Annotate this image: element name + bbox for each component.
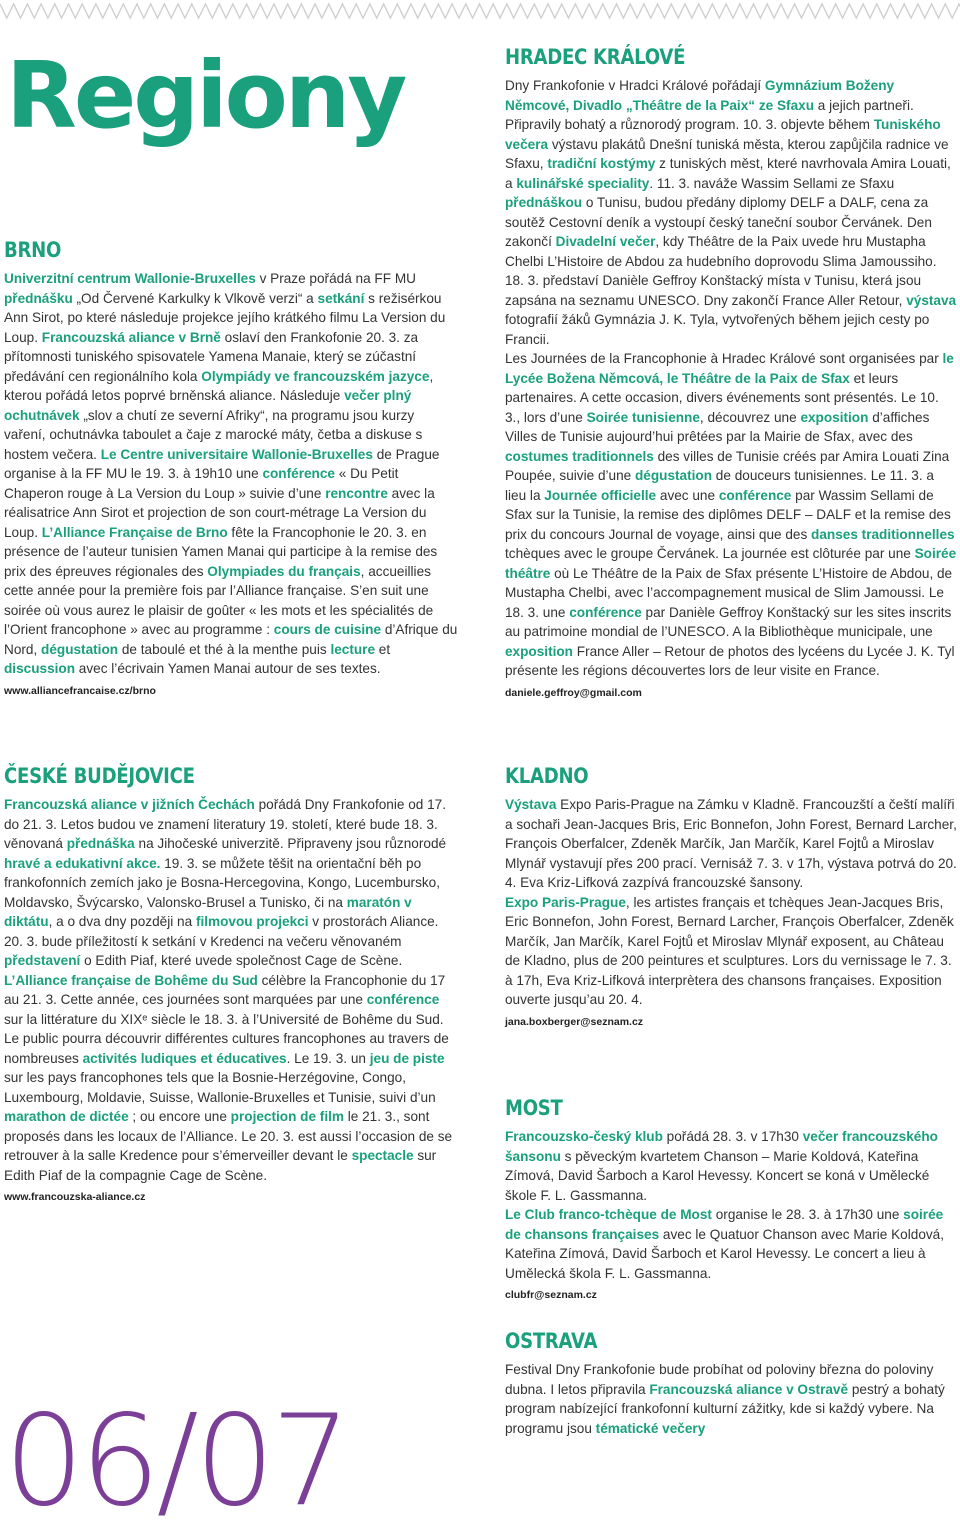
issue-number: 06/07 <box>4 1387 348 1534</box>
highlight-text: Gymnázium Boženy Němcové, Divadlo „Théâtre de la Paix“ ze Sfaxu <box>505 78 895 113</box>
body-text: s pěveckým kvartetem Chanson – Marie Koldová, Kateřina Zímová, David Šarboch a Karol Hevessy. Koncert se koná v Umělecké škole F. L. Gassmanna. <box>505 1148 930 1203</box>
body-text: . Le 19. 3. un <box>286 1050 370 1066</box>
highlight-text: Francouzská aliance v jižních Čechách <box>4 797 255 812</box>
body-text: výstavu plakátů Dnešní tuniská města, kterou zapůjčila radnice ve Sfaxu, <box>505 136 949 171</box>
body-text: s režisérkou Ann Sirot, po které následuje projekce jejího krátkého filmu La Version du Loup. <box>4 290 446 345</box>
highlight-text: Výstava <box>505 797 557 812</box>
section-heading-ostrava: OSTRAVA <box>505 1329 598 1353</box>
section-ceske-budejovice <box>4 762 458 1204</box>
body-text: Dny Frankofonie v Hradci Králové pořádají <box>505 78 765 93</box>
body-text: Festival Dny Frankofonie bude probíhat od poloviny března do poloviny dubna. I letos připravila <box>505 1362 934 1397</box>
highlight-text: Le Club franco-tchèque de Most <box>505 1207 712 1222</box>
highlight-text: přednáškou <box>505 195 583 210</box>
highlight-text: Expo Paris-Prague <box>505 894 626 910</box>
body-text: d’Afrique du Nord, <box>4 622 458 657</box>
highlight-text: Soirée théâtre <box>505 546 957 581</box>
highlight-text: conférence <box>569 604 642 620</box>
body-text: o Edith Piaf, které uvede společnost Cage de Scène. <box>80 953 403 968</box>
highlight-text: kulinářské speciality <box>516 175 650 191</box>
highlight-text: lecture <box>330 641 376 657</box>
highlight-text: projection de film <box>230 1109 344 1124</box>
highlight-text: soirée de chansons françaises <box>505 1207 944 1242</box>
zigzag-border <box>0 0 960 22</box>
body-text: avec une <box>656 487 719 503</box>
body-text: célèbre la Francophonie du 17 au 21. 3. Cette année, ces journées sont marquées par une <box>4 972 446 1007</box>
highlight-text: exposition <box>505 643 573 659</box>
body-text: , accueillies cette année pour la première fois par l’Alliance française. S’en suit une soirée où vous aurez le plaisir de goûter « les mots et les spécialités de l’Orient francophone » avec au programme : <box>4 563 434 637</box>
page-title: Regiony <box>6 42 405 149</box>
body-text: de taboulé et thé à la menthe puis <box>118 641 331 657</box>
section-body-most <box>505 1127 957 1283</box>
body-text: oslaví den Frankofonie 20. 3. za přítomnosti tuniského spisovatele Yamena Manaie, který se zúčastní předávání cen regionálního kola <box>4 329 419 384</box>
highlight-text: tématické večery <box>595 1420 706 1436</box>
highlight-text: le Lycée Božena Němcová, le Théâtre de la Paix de Sfax <box>505 351 954 386</box>
highlight-text: večer francouzského šansonu <box>505 1129 938 1164</box>
body-text: . 11. 3. naváže Wassim Sellami ze Sfaxu <box>649 175 895 191</box>
body-text: fête la Francophonie le 20. 3. en présence de l’auteur tunisien Yamen Manai qui participe à la remise des prix des épreuves régionales des <box>4 524 438 579</box>
body-text: le 21. 3., sont proposés dans les locaux de l’Alliance. Le 20. 3. est aussi l’occasion de se retrouver à la salle Kredence pour s’émerveiller devant le <box>4 1109 453 1163</box>
body-text: tchèques avec le groupe Červánek. La journée est clôturée par une <box>505 546 915 561</box>
body-text: de Prague organise à la FF MU le 19. 3. à 19h10 une <box>4 446 440 481</box>
highlight-text: Le Centre universitaire Wallonie-Bruxelles <box>100 446 373 462</box>
highlight-text: setkání <box>317 290 365 306</box>
paragraph <box>505 893 957 1010</box>
body-text: pořádá 28. 3. v 17h30 <box>662 1129 803 1144</box>
body-text: ; ou encore une <box>128 1109 231 1124</box>
section-body-ceske-budejovice <box>4 795 458 1185</box>
body-text: France Aller – Retour de photos des lycéens du Lycée J. K. Tyl présente les régions découvertes lors de leur visite en France. <box>505 643 955 678</box>
paragraph <box>4 269 458 679</box>
highlight-text: discussion <box>4 661 76 676</box>
section-brno <box>4 236 458 698</box>
highlight-text: L’Alliance Française de Brno <box>41 524 228 540</box>
highlight-text: spectacle <box>351 1148 414 1163</box>
highlight-text: Francouzsko-český klub <box>505 1129 663 1144</box>
body-text: na Jihočeské univerzitě. Připraveny jsou různorodé <box>134 836 447 851</box>
section-url-ceske-budejovice[interactable]: www.francouzska-aliance.cz <box>4 1191 146 1203</box>
highlight-text: costumes traditionnels <box>505 448 654 464</box>
highlight-text: L’Alliance française de Bohême du Sud <box>4 972 258 988</box>
body-text: pestrý a bohatý program nabízející frankofonní kulturní zážitky, kde si každý vybere. Na programu jsou <box>505 1381 945 1436</box>
highlight-text: Tuniského večera <box>505 117 941 152</box>
body-text: par Danièle Geffroy Konštacký sur les sites inscrits au patrimoine mondial de l’UNESCO. A la Bibliothèque municipale, une <box>505 604 952 639</box>
paragraph <box>505 1127 957 1205</box>
body-text: 19. 3. se můžete těšit na orientační běh po frankofonních zemích jako je Bosna-Hercegovina, Kongo, Lucembursko, Moldavsko, Švýcarsko, Valonsko-Brusel a Tunisko, či na <box>4 855 440 910</box>
body-text: sur Edith Piaf de la compagnie Cage de Scène. <box>4 1148 437 1183</box>
body-text: par Wassim Sellami de Sfax sur la Tunisie, la remise des diplômes DELF – DALF et la remise des prix du concours Journal de voyage, ainsi que des <box>505 487 951 542</box>
highlight-text: danses traditionnelles <box>811 526 955 542</box>
highlight-text: marathon de dictée <box>4 1109 129 1124</box>
section-url-hradec-kralove[interactable]: daniele.geffroy@gmail.com <box>505 686 642 699</box>
section-url-brno[interactable]: www.alliancefrancaise.cz/brno <box>4 684 156 697</box>
body-text: organise le 28. 3. à 17h30 une <box>711 1207 904 1222</box>
zigzag-line <box>0 4 960 18</box>
paragraph <box>505 76 957 349</box>
body-text: a jejich partneři. Připravily bohatý a různorodý program. 10. 3. objevte během <box>505 97 914 132</box>
highlight-text: večer plný ochutnávek <box>4 388 412 423</box>
body-text: , découvrez une <box>699 409 801 425</box>
highlight-text: filmovou projekci <box>195 914 309 929</box>
body-text: „Od Červené Karkulky k Vlkově verzi“ a <box>72 290 318 306</box>
highlight-text: výstava <box>906 292 957 308</box>
paragraph <box>505 795 957 893</box>
section-heading-brno: BRNO <box>4 238 62 262</box>
highlight-text: dégustation <box>635 468 713 483</box>
body-text: fotografií žáků Gymnázia J. K. Tyla, vytvořených během jejich cesty po Francii. <box>505 312 930 347</box>
section-body-ostrava <box>505 1360 957 1438</box>
section-body-brno <box>4 269 458 679</box>
section-body-hradec-kralove <box>505 76 957 681</box>
body-text: et leurs partenaires. A cette occasion, divers événements sont présentés. Le 10. 3., lors d’une <box>505 370 939 425</box>
section-ostrava <box>505 1327 957 1438</box>
section-body-kladno <box>505 795 957 1010</box>
body-text: „slov a chutí ze severní Afriky“, na programu jsou kurzy vaření, ochutnávka taboulet a čaje z marocké máty, četba a diskuse s hostem večera. <box>4 407 423 462</box>
body-text: avec le Quatuor Chanson avec Marie Koldová, Kateřina Zímová, David Šarboch et Karol Hevessy. Le concert a lieu à Umělecká škola F. L. Gassmanna. <box>505 1226 945 1281</box>
highlight-text: jeu de piste <box>369 1050 445 1066</box>
body-text: sur la littérature du XIXᵉ siècle le 18. 3. à l’Université de Bohême du Sud. Le public pourra découvrir différentes cultures francophones au travers de nombreuses <box>4 1011 449 1066</box>
body-text: avec l’écrivain Yamen Manai autour de ses textes. <box>75 661 381 676</box>
highlight-text: přednášku <box>4 290 73 306</box>
highlight-text: Francouzská aliance v Ostravě <box>649 1381 849 1397</box>
body-text: « Du Petit Chaperon rouge à La Version du Loup » suivie d’une <box>4 466 399 501</box>
section-most <box>505 1094 957 1302</box>
body-text: , kterou pořádá letos poprvé brněnská aliance. Následuje <box>4 368 434 403</box>
highlight-text: Soirée tunisienne <box>586 409 700 425</box>
body-text: , les artistes français et tchèques Jean-Jacques Bris, Eric Bonnefon, John Forest, Bernard Larcher, François Oberfalcer, Zdeněk Marčík, Jan Marčík, Karel Fojtů et Miroslav Mlynář exposent, au Château de Kladno, plus de 200 peintures et sculptures. Lors du vernissage le 7. 3. à 17h, Eva Kriz-Lifková interprètera des chansons françaises. Exposition ouverte jusqu’au 20. 4. <box>505 894 954 1007</box>
body-text: sur les pays francophones tels que la Bosnie-Herzégovine, Congo, Luxembourg, Moldavie, Suisse, Wallonie-Bruxelles et Tunisie, suivi d’un <box>4 1070 436 1105</box>
body-text: o Tunisu, budou předány diplomy DELF a DALF, cena za soutěž Cestovní deník a vystoupí český taneční soubor Červánek. Den zakončí <box>505 195 932 249</box>
highlight-text: conférence <box>366 992 440 1007</box>
section-kladno <box>505 762 957 1029</box>
body-text: d’affiches Villes de Tunisie aujourd’hui prêtées par la Mairie de Sfax, avec des <box>505 409 930 444</box>
highlight-text: tradiční kostýmy <box>547 156 656 171</box>
highlight-text: conférence <box>262 466 335 481</box>
body-text: où Le Théâtre de la Paix de Sfax présente L’Histoire de Abdou, de Mustapha Chelbi, avec l’accompagnement musical de Slim Jamoussi. Le 18. 3. une <box>505 565 953 620</box>
body-text: , a o dva dny později na <box>48 914 196 929</box>
highlight-text: Journée officielle <box>544 487 657 503</box>
body-text: avec la réalisatrice Ann Sirot et projection de son court-métrage La Version du Loup. <box>4 485 435 540</box>
section-heading-kladno: KLADNO <box>505 764 589 788</box>
section-url-kladno[interactable]: jana.boxberger@seznam.cz <box>505 1015 644 1028</box>
highlight-text: maratón v diktátu <box>4 894 412 929</box>
body-text: pořádá Dny Frankofonie od 17. do 21. 3. Letos budou ve znamení literatury 19. století, které bude 18. 3. věnovaná <box>4 797 447 851</box>
highlight-text: hravé a edukativní akce. <box>4 855 161 871</box>
highlight-text: rencontre <box>325 485 388 501</box>
paragraph <box>505 349 957 681</box>
highlight-text: cours de cuisine <box>273 622 382 637</box>
highlight-text: Olympiády ve francouzském jazyce <box>201 368 430 384</box>
body-text: Les Journées de la Francophonie à Hradec Králové sont organisées par <box>505 351 943 366</box>
body-text: v prostorách Aliance. 20. 3. bude příležitostí k setkání v Kredenci na večeru věnovaném <box>4 914 439 949</box>
highlight-text: exposition <box>800 409 869 425</box>
section-heading-most: MOST <box>505 1096 563 1120</box>
highlight-text: Olympiades du français <box>207 563 361 579</box>
highlight-text: přednáška <box>66 836 135 851</box>
section-hradec-kralove <box>505 43 957 700</box>
section-heading-ceske-budejovice: ČESKÉ BUDĚJOVICE <box>4 764 195 788</box>
body-text: v Praze pořádá na FF MU <box>255 271 416 286</box>
section-heading-hradec-kralove: HRADEC KRÁLOVÉ <box>505 45 686 69</box>
body-text: des villes de Tunisie créés par Amira Louati Zina Poupée, suivie d’une <box>505 448 950 483</box>
paragraph <box>505 1205 957 1283</box>
highlight-text: dégustation <box>41 641 119 657</box>
highlight-text: conférence <box>718 487 792 503</box>
highlight-text: Divadelní večer <box>555 234 656 249</box>
body-text: de douceurs tunisiennes. Le 11. 3. a lieu la <box>505 468 934 503</box>
body-text: , kdy Théâtre de la Paix uvede hru Mustapha Chelbi L’Histoire de Abdou za hudebního doprovodu Slima Jamoussiho. 18. 3. představí Danièle Geffroy Konštacký místa v Tunisu, která jsou zapsána na seznamu UNESCO. Dny zakončí France Aller Retour, <box>505 234 937 308</box>
body-text: et <box>375 641 391 657</box>
highlight-text: activités ludiques et éducatives <box>82 1050 287 1066</box>
paragraph <box>505 1360 957 1438</box>
body-text: z tuniských měst, které navrhovala Amira Louati, a <box>505 156 951 191</box>
highlight-text: Univerzitní centrum Wallonie-Bruxelles <box>4 271 256 286</box>
highlight-text: představení <box>4 953 81 968</box>
section-url-most[interactable]: clubfr@seznam.cz <box>505 1289 597 1301</box>
body-text: Expo Paris-Prague na Zámku v Kladně. Francouzští a čeští malíři a sochaři Jean-Jacques Bris, Eric Bonnefon, John Forest, Bernard Larcher, François Oberfalcer, Zdeněk Marčík, Jan Marčík, Karel Fojtů a Miroslav Mlynář vystavují přes 200 prací. Vernisáž 7. 3. v 17h, výstava potrvá do 20. 4. Eva Kriz-Lifková zazpívá francouzské šansony. <box>505 797 957 890</box>
highlight-text: Francouzská aliance v Brně <box>41 329 221 345</box>
paragraph <box>4 795 458 1185</box>
